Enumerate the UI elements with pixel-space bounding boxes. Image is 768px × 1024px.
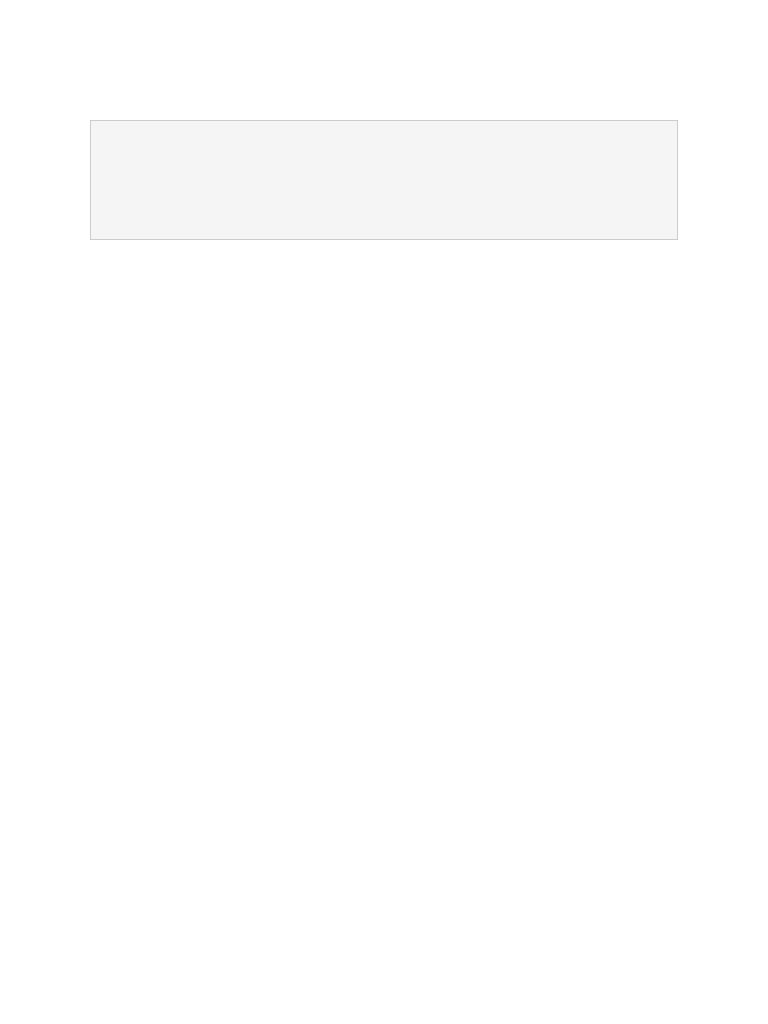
content-placeholder xyxy=(90,120,678,240)
